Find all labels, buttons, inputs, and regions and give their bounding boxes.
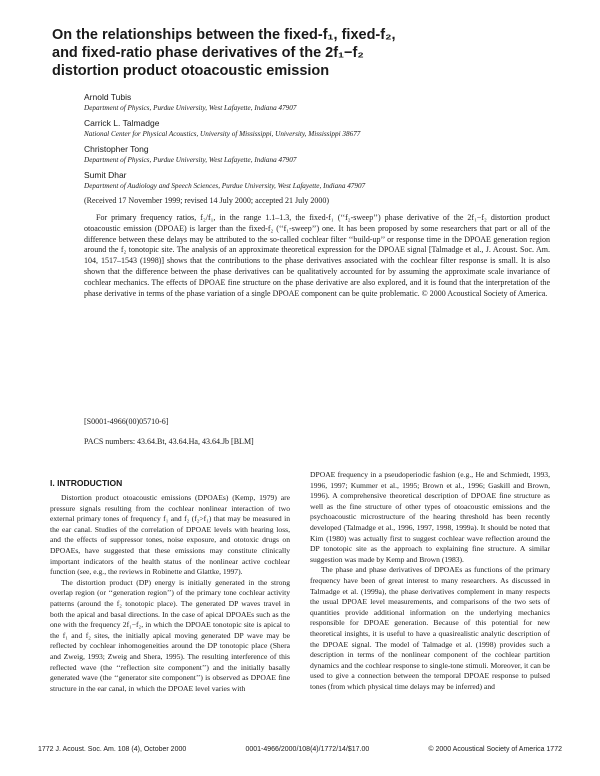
title-line-1: On the relationships between the fixed-f₁, fixed-f₂, — [52, 27, 396, 43]
abstract-text: For primary frequency ratios, f₂/f₁, in the range 1.1–1.3, the fixed-f₁ (‘‘f₂-sweep’’) phase derivative of the 2f₁−f₂ distortion product otoacoustic emission (DPOAE) is larger than the fixed-f₂ (‘‘f₁-sweep’’) one. It has been proposed by some researchers that part or all of the difference between these delays may be attributed to the so-called cochlear filter ‘‘build-up’’ or response time in the DPOAE generation region around the f₂ tonotopic site. The analysis of an approximate theoretical expression for the DPOAE signal [Talmadge et al., J. Acoust. Soc. Am. 104, 1517–1543 (1998)] shows that the contributions to the phase derivatives associated with the cochlear filter response is small. It is also shown that the difference between the phase derivatives can be qualitatively accounted for by assuming the approximate scale invariance of cochlear mechanics. The effects of DPOAE fine structure on the phase derivative are also explored, and it is found that the interpretation of the phase derivative in terms of the phase variation of a single DPOAE component can be quite problematic. © 2000 Acoustical Society of America. — [84, 213, 550, 298]
paragraph: Distortion product otoacoustic emissions (DPOAEs) (Kemp, 1979) are pressure signals resulting from the cochlear nonlinear interaction of two external primary tones of frequency f₁ and f₂ (f₂>f₁) that may be measured in the ear canal. Studies of the correlation of DPOAE levels with hearing loss, and the effects of suppressor tones, noise exposure, and ototoxic drugs on DPOAEs, have suggested that these emissions may constitute clinically important indicators of the health status of the nonlinear active cochlear function (see, e.g., the reviews in Robinette and Glattke, 1997). — [50, 493, 290, 577]
author-affiliation: National Center for Physical Acoustics, University of Mississippi, University, Mississippi 38677 — [84, 130, 361, 138]
left-column — [50, 493, 290, 694]
title-line-3: distortion product otoacoustic emission — [52, 63, 330, 79]
article-title — [52, 26, 552, 80]
paragraph: The distortion product (DP) energy is initially generated in the strong overlap region (or ‘‘generation region’’) of the primary tone cochlear activity patterns (around the f₂ tonotopic place). The generated DP waves travel in both the apical and basal directions. In the case of apical DPOAEs such as the one with the frequency 2f₁−f₂, in which the DPOAE tonotopic site is apical to the f₁ and f₂ sites, the initially apical moving generated DP wave may be reflected by cochlear inhomogeneities around the DP tonotopic place (Shera and Zweig, 1993; Zweig and Shera, 1995). The resulting interference of this reflected wave (the ‘‘reflection site component’’) and the initially basally generated wave (the ‘‘generator site component’’) is observed as DPOAE fine structure in the ear canal, in which the DPOAE level varies with — [50, 577, 290, 693]
footer-copyright: © 2000 Acoustical Society of America 1772 — [428, 746, 562, 753]
pii-code: [S0001-4966(00)05710-6] — [84, 417, 169, 426]
footer-citation: 1772 J. Acoust. Soc. Am. 108 (4), October 2000 — [38, 746, 187, 753]
footer-code: 0001-4966/2000/108(4)/1772/14/$17.00 — [245, 746, 370, 753]
author-block — [84, 144, 564, 165]
section-heading: I. INTRODUCTION — [50, 478, 123, 488]
author-block — [84, 170, 564, 191]
received-dates: (Received 17 November 1999; revised 14 July 2000; accepted 21 July 2000) — [84, 196, 330, 205]
author-block — [84, 92, 564, 113]
author-name: Carrick L. Talmadge — [84, 118, 160, 128]
author-name: Christopher Tong — [84, 144, 149, 154]
page-footer — [38, 746, 562, 753]
author-name: Sumit Dhar — [84, 170, 127, 180]
paragraph: DPOAE frequency in a pseudoperiodic fashion (e.g., He and Schmiedt, 1993, 1996, 1997; Kummer et al., 1995; Brown et al., 1996; Gaskill and Brown, 1996). A comprehensive theoretical description of DPOAE fine structure as well as the fine structure of other types of otoacoustic emissions and the psychoacoustic microstructure of the hearing threshold has been recently developed (Talmadge et al., 1996, 1997, 1998, 1999a). It should be noted that Kim (1980) was actually first to suggest cochlear wave reflection around the DP tonotopic site as the approach to explaining fine structure. A similar suggestion was made by Kemp and Brown (1983). — [310, 470, 550, 564]
author-name: Arnold Tubis — [84, 92, 132, 102]
author-block — [84, 118, 564, 139]
author-affiliation: Department of Audiology and Speech Sciences, Purdue University, West Lafayette, Indiana 47907 — [84, 182, 366, 190]
right-column — [310, 470, 550, 692]
author-affiliation: Department of Physics, Purdue University, West Lafayette, Indiana 47907 — [84, 156, 297, 164]
paragraph: The phase and phase derivatives of DPOAEs as functions of the primary frequency have been of great interest to many researchers. As discussed in Talmadge et al. (1999a), the phase derivatives complement in many respects the usual DPOAE level measurements, and comparisons of the two sets of quantities provide additional information on the underlying mechanics responsible for DPOAE generation. Because of this potential for new theoretical insights, it is useful to have a quasirealistic analytic description of the DPOAE signal. The model of Talmadge et al. (1998) provides such a description in terms of the nonlinear component of the cochlear partition dynamics and the cochlear response to single-tone stimuli. Moreover, it can be used to give a connection between the temporal DPOAE response to pulsed tones (from which physical time delays may be inferred) and — [310, 565, 550, 691]
pacs-numbers: PACS numbers: 43.64.Bt, 43.64.Ha, 43.64.Jb [BLM] — [84, 437, 254, 446]
abstract — [84, 213, 550, 299]
title-line-2: and fixed-ratio phase derivatives of the 2f₁−f₂ — [52, 45, 364, 61]
author-affiliation: Department of Physics, Purdue University, West Lafayette, Indiana 47907 — [84, 104, 297, 112]
author-list — [84, 92, 564, 196]
